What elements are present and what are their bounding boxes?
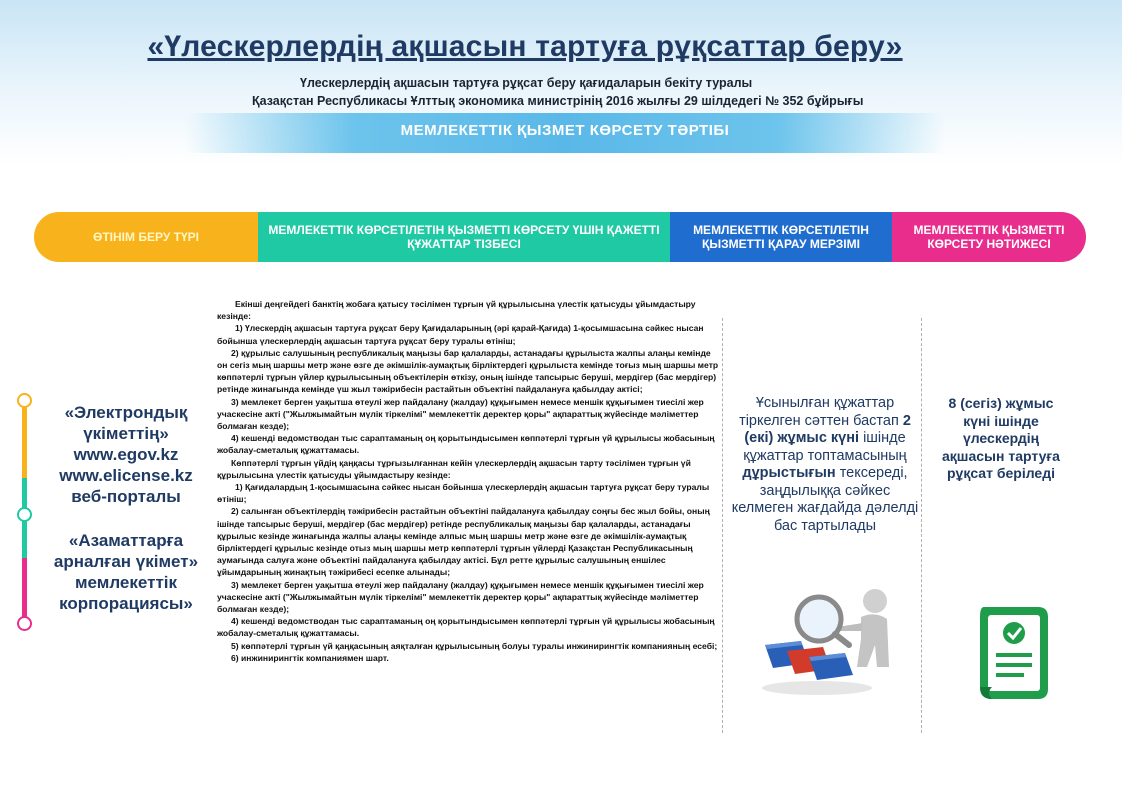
section-banner-text: МЕМЛЕКЕТТІК ҚЫЗМЕТ КӨРСЕТУ ТӘРТІБІ <box>400 122 730 139</box>
documents-intro-1: Екінші деңгейдегі банктің жобаға қатысу тәсілімен тұрғын үй құрылысына үлестік қатысуды ұйымдастыру кезінде: <box>217 299 696 322</box>
web-portal-label: веб-порталы <box>71 487 181 506</box>
term-part-bold: дұрыстығын <box>742 465 836 481</box>
egov-link[interactable]: www.egov.kz <box>73 445 179 464</box>
term-part: ішінде құжаттар топтамасының <box>743 430 907 464</box>
service-result-text: 8 (сегіз) жұмыс күні ішінде үлескердің ақшасын тартуға рұқсат беріледі <box>942 395 1060 481</box>
documents-item: 2) салынған объектілердің тәжірибесін растайтын объектіні пайдалануға қабылдау соңғы бес жыл бойы, оның ішінде тапсырыс беруші, мердігер (бас мердігер) ретінде республикалық маңызы бар қалаларды, астанадағы құрылыс кезінде жинағында жалпы алаңы кемінде алпыс мың шаршы метр және өзге де әкімшілік-аумақтық бірліктердегі құрылыс кезінде отыз мың шаршы метр көппәтерлі тұрғын үйлерді Қазақстан Республикасының аумағында салуға және объектіні пайдалануға қабылдау актісі. Бұл ретте құрылыс салушының еншілес ұйымдарының жинақтың тәжірибесі есепке алынады; <box>217 506 710 578</box>
certificate-icon <box>974 603 1056 703</box>
timeline-dot <box>17 616 32 631</box>
timeline-segment-orange <box>22 398 27 478</box>
magnifier-figure-icon <box>757 583 897 698</box>
column-divider <box>722 318 723 733</box>
documents-item: 4) кешенді ведомстводан тыс сараптаманың оң қорытындысымен көппәтерлі тұрғын үй құрылысы жобасының жобалау-сметалық құжаттамасы. <box>217 433 715 456</box>
documents-list <box>217 298 722 664</box>
subtitle-rules: Үлескерлердің ақшасын тартуға рұқсат беру қағидаларын бекіту туралы <box>300 76 753 90</box>
egov-portal-name: «Электрондық үкіметтің» <box>64 403 188 443</box>
documents-item: 3) мемлекет берген уақытша өтеулі жер пайдалану (жалдау) құқығымен немесе меншік құқығымен тиесілі жер учаскесіне акті ("Жылжымайтын мүлік тіркелімі" мемлекеттік деректер қоры" ақпараттық жүйесінде мәліметтер болмаған кезде); <box>217 579 704 615</box>
documents-item: 5) көппәтерлі тұрғын үй қаңқасының аяқталған құрылысының болуы туралы инжинирингтік компанияның есебі; <box>231 640 718 651</box>
subtitle-order: Қазақстан Республикасы Ұлттық экономика министрінің 2016 жылғы 29 шілдедегі № 352 бұйрығы <box>252 94 864 108</box>
documents-intro-2: Көппәтерлі тұрғын үйдің қаңқасы тұрғызылғаннан кейін үлескерлердің ақшасын тарту тәсілімен тұрғын үй құрылысына үлестік қатысуды ұйымдастыру кезінде: <box>217 457 691 480</box>
term-days: 2 (екі) жұмыс күні <box>744 412 911 446</box>
state-corporation-block: «Азаматтарға арналған үкімет» мемлекеттік корпорациясы» <box>53 531 199 613</box>
documents-item: 3) мемлекет берген уақытша өтеулі жер пайдалану (жалдау) құқығымен немесе меншік құқығымен тиесілі жер учаскесіне акті ("Жылжымайтын мүлік тіркелімі" мемлекеттік деректер қоры" ақпараттық жүйесінде мәліметтер болмаған кезде); <box>217 396 704 432</box>
page-title: «Үлескерлердің ақшасын тартуға рұқсаттар беру» <box>147 30 903 63</box>
column-header-documents: МЕМЛЕКЕТТІК КӨРСЕТІЛЕТІН ҚЫЗМЕТТІ КӨРСЕТУ ҮШІН ҚАЖЕТТІ ҚҰЖАТТАР ТІЗБЕСІ <box>258 212 670 262</box>
review-term-text <box>728 395 922 535</box>
column-header-term: МЕМЛЕКЕТТІК КӨРСЕТІЛЕТІН ҚЫЗМЕТТІ ҚАРАУ МЕРЗІМІ <box>670 212 892 262</box>
column-header-result: МЕМЛЕКЕТТІК ҚЫЗМЕТТІ КӨРСЕТУ НӘТИЖЕСІ <box>892 212 1086 262</box>
column-header-application-type: ӨТІНІМ БЕРУ ТҮРІ <box>34 212 258 262</box>
section-banner <box>185 113 945 153</box>
term-part: Ұсынылған құжаттар тіркелген сәттен бастап <box>739 395 899 429</box>
term-part: тексереді, заңдылыққа сәйкес келмеген жағдайда дәлелді бас тартылады <box>731 465 919 534</box>
documents-item: 4) кешенді ведомстводан тыс сараптаманың оң қорытындысымен көппәтерлі тұрғын үй құрылысы жобасының жобалау-сметалық құжаттамасы. <box>217 616 715 639</box>
timeline-dot <box>17 507 32 522</box>
timeline-dot <box>17 393 32 408</box>
documents-item: 6) инжинирингтік компаниямен шарт. <box>231 652 389 663</box>
documents-item: 1) Қағидалардың 1-қосымшасына сәйкес нысан бойынша үлескерлердің ақшасын тартуға рұқсат беру туралы өтініш; <box>217 482 710 505</box>
documents-item: 2) құрылыс салушының республикалық маңызы бар қалаларды, астанадағы құрылыста жалпы алаңы кемінде он сегіз мың шаршы метр және өзге де әкімшілік-аумақтық бірліктердегі құрылыста кемінде тоғыз мың шаршы метр көппәтерлі тұрғын үйлер құрылысының объектілерін өткізу, оның ішінде тапсырыс беруші, мердігер (бас мердігер) ретінде жинағында кемінде үш жыл тәжірибесін растайтын объектіні пайдалануға қабылдау актісі; <box>217 347 719 395</box>
egov-portal-block <box>42 402 210 507</box>
documents-item: 1) Үлескердің ақшасын тартуға рұқсат беру Қағидаларының (әрі қарай-Қағида) 1-қосымшасына сәйкес нысан бойынша үлескерлердің ақшасын тартуға рұқсат беру туралы өтініш; <box>217 323 704 346</box>
elicense-link[interactable]: www.elicense.kz <box>59 466 193 485</box>
